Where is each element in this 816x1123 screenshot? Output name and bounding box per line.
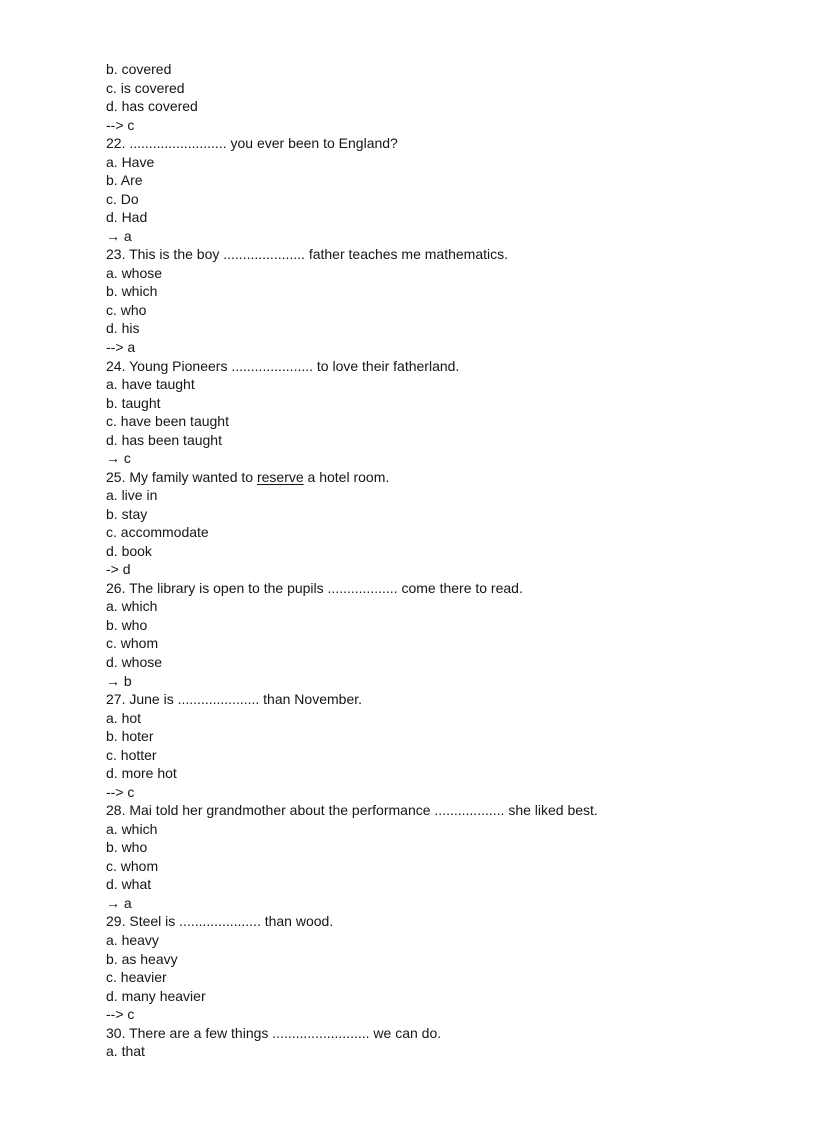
answer-option-line [106,394,766,413]
quiz-content [106,60,766,1061]
answer-option-line [106,931,766,950]
answer-option-line [106,820,766,839]
text-segment: 23. This is the boy ..................... father teaches me mathematics. [106,246,509,263]
text-segment: b. covered [106,61,172,77]
text-segment: b. hoter [106,728,154,745]
text-segment: -> d [106,561,131,578]
answer-option-line [106,542,766,561]
answer-option-line [106,838,766,857]
text-segment: b. stay [106,505,148,522]
answer-option-line [106,634,766,653]
text-segment: c. hotter [106,746,157,763]
text-segment: a. have taught [106,376,195,393]
answer-option-line [106,208,766,227]
text-segment: c. whom [106,635,159,652]
question-line [106,357,766,376]
answer-option-line [106,950,766,969]
text-segment: c. accommodate [106,524,209,541]
answer-option-line [106,653,766,672]
text-segment: 30. There are a few things ......................... we can do. [106,1024,442,1041]
text-segment: d. has covered [106,98,198,115]
text-segment: --> c [106,783,135,800]
answer-option-line [106,301,766,320]
text-segment: a. whose [106,264,163,281]
text-segment: 27. June is ..................... than November. [106,691,363,708]
answer-option-line [106,523,766,542]
answer-option-line [106,319,766,338]
answer-option-line [106,171,766,190]
text-segment: c. whom [106,857,159,874]
answer-option-line [106,987,766,1006]
text-segment: d. his [106,320,140,337]
text-segment: c. is covered [106,79,185,96]
text-segment: 22. ......................... you ever been to England? [106,135,398,152]
answer-key-line [106,227,766,246]
answer-option-line [106,875,766,894]
text-segment: c. heavier [106,969,167,986]
text-segment: d. has been taught [106,431,222,448]
answer-option-line [106,153,766,172]
text-segment: → a [106,894,132,911]
answer-option-line [106,727,766,746]
text-segment: a. hot [106,709,142,726]
answer-key-line [106,338,766,357]
text-segment: --> a [106,338,136,355]
text-segment: a. which [106,598,158,615]
answer-option-line [106,616,766,635]
text-segment: 25. My family wanted to [106,468,257,485]
text-segment: a. which [106,820,158,837]
text-segment: d. whose [106,654,163,670]
answer-option-line [106,375,766,394]
answer-key-line [106,1005,766,1024]
text-segment: c. have been taught [106,413,229,430]
answer-option-line [106,968,766,987]
text-segment: b. Are [106,172,143,189]
text-segment: b. who [106,616,148,633]
answer-option-line [106,97,766,116]
answer-option-line [106,746,766,765]
text-segment: --> c [106,1006,135,1023]
answer-option-line [106,264,766,283]
answer-option-line [106,709,766,728]
text-segment: 29. Steel is ..................... than wood. [106,913,334,930]
text-segment: b. as heavy [106,950,178,967]
question-line [106,245,766,264]
question-line [106,579,766,598]
answer-option-line [106,764,766,783]
text-segment: b. taught [106,394,161,411]
text-segment: d. Had [106,209,148,226]
question-line [106,134,766,153]
question-line [106,468,766,487]
answer-option-line [106,431,766,450]
text-segment: a. live in [106,487,158,504]
answer-option-line [106,486,766,505]
underlined-word: reserve [256,468,304,485]
answer-option-line [106,282,766,301]
text-segment: a. Have [106,153,155,170]
question-line [106,912,766,931]
text-segment: d. book [106,542,152,559]
text-segment: c. Do [106,190,139,207]
answer-key-line [106,116,766,135]
answer-option-line [106,190,766,209]
answer-key-line [106,672,766,691]
question-line [106,1024,766,1043]
answer-option-line [106,857,766,876]
text-segment: → c [106,450,131,467]
text-segment: 28. Mai told her grandmother about the performance .................. she liked best. [106,802,598,819]
text-segment: d. many heavier [106,987,206,1004]
answer-key-line [106,894,766,913]
answer-option-line [106,597,766,616]
text-segment: 26. The library is open to the pupils .................. come there to read. [106,579,523,596]
answer-key-line [106,449,766,468]
answer-key-line [106,560,766,579]
text-segment: c. who [106,301,147,318]
text-segment: → b [106,672,132,689]
answer-option-line [106,79,766,98]
text-segment: → a [106,227,132,244]
answer-option-line [106,412,766,431]
question-line [106,690,766,709]
text-segment: --> c [106,116,135,133]
text-segment: d. what [106,876,152,893]
text-segment: a. that [106,1043,145,1060]
text-segment: d. more hot [106,765,177,782]
text-segment: b. who [106,839,148,856]
answer-option-line [106,505,766,524]
answer-option-line [106,60,766,79]
answer-key-line [106,783,766,802]
text-segment: a. heavy [106,931,159,948]
text-segment: 24. Young Pioneers ..................... to love their fatherland. [106,357,460,374]
answer-option-line [106,1042,766,1061]
text-segment: b. which [106,283,158,300]
text-segment: a hotel room. [303,468,390,485]
question-line [106,801,766,820]
